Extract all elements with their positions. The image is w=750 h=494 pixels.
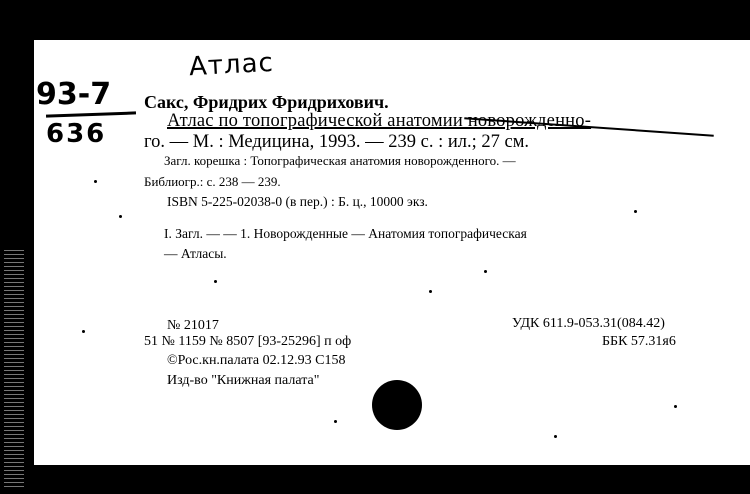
note-line-2: Библиогр.: с. 238 — 239. xyxy=(144,174,281,189)
udk-code: УДК 611.9-053.31(084.42) xyxy=(512,316,665,331)
film-edge-mark xyxy=(4,322,24,323)
film-edge-mark xyxy=(4,378,24,379)
film-edge-mark xyxy=(4,262,24,263)
film-edge-mark xyxy=(4,486,24,487)
film-edge-mark xyxy=(4,354,24,355)
film-edge xyxy=(0,230,30,494)
film-edge-mark xyxy=(4,414,24,415)
film-edge-mark xyxy=(4,370,24,371)
film-edge-mark xyxy=(4,426,24,427)
film-edge-mark xyxy=(4,466,24,467)
isbn-line: ISBN 5-225-02038-0 (в пер.) : Б. ц., 10000 экз. xyxy=(167,194,428,209)
film-edge-mark xyxy=(4,310,24,311)
chamber-line: ©Рос.кн.палата 02.12.93 С158 xyxy=(167,353,346,368)
film-edge-mark xyxy=(4,254,24,255)
speck xyxy=(119,215,122,218)
film-edge-mark xyxy=(4,482,24,483)
bbk-code: ББК 57.31я6 xyxy=(602,334,676,349)
film-edge-mark xyxy=(4,314,24,315)
film-edge-mark xyxy=(4,350,24,351)
film-edge-mark xyxy=(4,462,24,463)
tracing-line-2: — Атласы. xyxy=(164,246,227,261)
film-edge-mark xyxy=(4,266,24,267)
speck xyxy=(429,290,432,293)
speck xyxy=(82,330,85,333)
film-edge-mark xyxy=(4,394,24,395)
film-edge-mark xyxy=(4,470,24,471)
print-order-line: 51 № 1159 № 8507 [93-25296] п оф xyxy=(144,334,352,349)
title-line-1-text: Атлас по топографической анатомии новорожденно- xyxy=(167,111,592,131)
film-edge-mark xyxy=(4,306,24,307)
tracing-line-1: I. Загл. — — 1. Новорожденные — Анатомия топографическая xyxy=(164,226,527,241)
speck xyxy=(214,280,217,283)
film-edge-mark xyxy=(4,446,24,447)
film-edge-mark xyxy=(4,282,24,283)
speck xyxy=(334,420,337,423)
film-edge-mark xyxy=(4,398,24,399)
film-edge-mark xyxy=(4,330,24,331)
catalog-card xyxy=(34,40,750,465)
punch-hole xyxy=(372,380,422,430)
film-edge-mark xyxy=(4,474,24,475)
film-edge-mark xyxy=(4,374,24,375)
shelfmark-rule xyxy=(46,111,136,117)
film-edge-mark xyxy=(4,382,24,383)
handwritten-shelfmark-top: 93-7 xyxy=(36,77,112,112)
film-edge-mark xyxy=(4,250,24,251)
film-edge-mark xyxy=(4,422,24,423)
film-edge-mark xyxy=(4,346,24,347)
film-edge-mark xyxy=(4,302,24,303)
handwritten-shelfmark-bottom: 636 xyxy=(46,119,107,149)
speck xyxy=(554,435,557,438)
film-edge-mark xyxy=(4,342,24,343)
film-edge-mark xyxy=(4,410,24,411)
film-edge-mark xyxy=(4,478,24,479)
film-edge-mark xyxy=(4,290,24,291)
film-edge-mark xyxy=(4,430,24,431)
speck xyxy=(674,405,677,408)
film-edge-mark xyxy=(4,386,24,387)
film-edge-mark xyxy=(4,358,24,359)
film-edge-mark xyxy=(4,318,24,319)
film-edge-mark xyxy=(4,298,24,299)
speck xyxy=(634,210,637,213)
speck xyxy=(94,180,97,183)
film-edge-mark xyxy=(4,406,24,407)
film-edge-mark xyxy=(4,286,24,287)
film-edge-mark xyxy=(4,454,24,455)
note-line-1: Загл. корешка : Топографическая анатомия новорожденного. — xyxy=(164,153,516,168)
film-edge-mark xyxy=(4,278,24,279)
film-edge-mark xyxy=(4,442,24,443)
film-edge-mark xyxy=(4,438,24,439)
handwritten-title: Атлас xyxy=(188,47,275,83)
film-edge-mark xyxy=(4,258,24,259)
film-edge-mark xyxy=(4,450,24,451)
film-edge-mark xyxy=(4,458,24,459)
publisher-line: Изд-во "Книжная палата" xyxy=(167,373,320,388)
film-edge-mark xyxy=(4,366,24,367)
author-heading: Сакс, Фридрих Фридрихович. xyxy=(144,92,389,112)
film-edge-mark xyxy=(4,402,24,403)
film-edge-mark xyxy=(4,270,24,271)
film-edge-mark xyxy=(4,334,24,335)
film-edge-mark xyxy=(4,338,24,339)
film-edge-mark xyxy=(4,418,24,419)
film-edge-mark xyxy=(4,274,24,275)
film-edge-mark xyxy=(4,294,24,295)
film-edge-mark xyxy=(4,434,24,435)
film-edge-mark xyxy=(4,390,24,391)
title-line-2: го. — М. : Медицина, 1993. — 239 с. : ил.; 27 см. xyxy=(144,132,530,152)
film-edge-mark xyxy=(4,362,24,363)
card-number: № 21017 xyxy=(167,318,219,333)
film-edge-mark xyxy=(4,326,24,327)
speck xyxy=(484,270,487,273)
